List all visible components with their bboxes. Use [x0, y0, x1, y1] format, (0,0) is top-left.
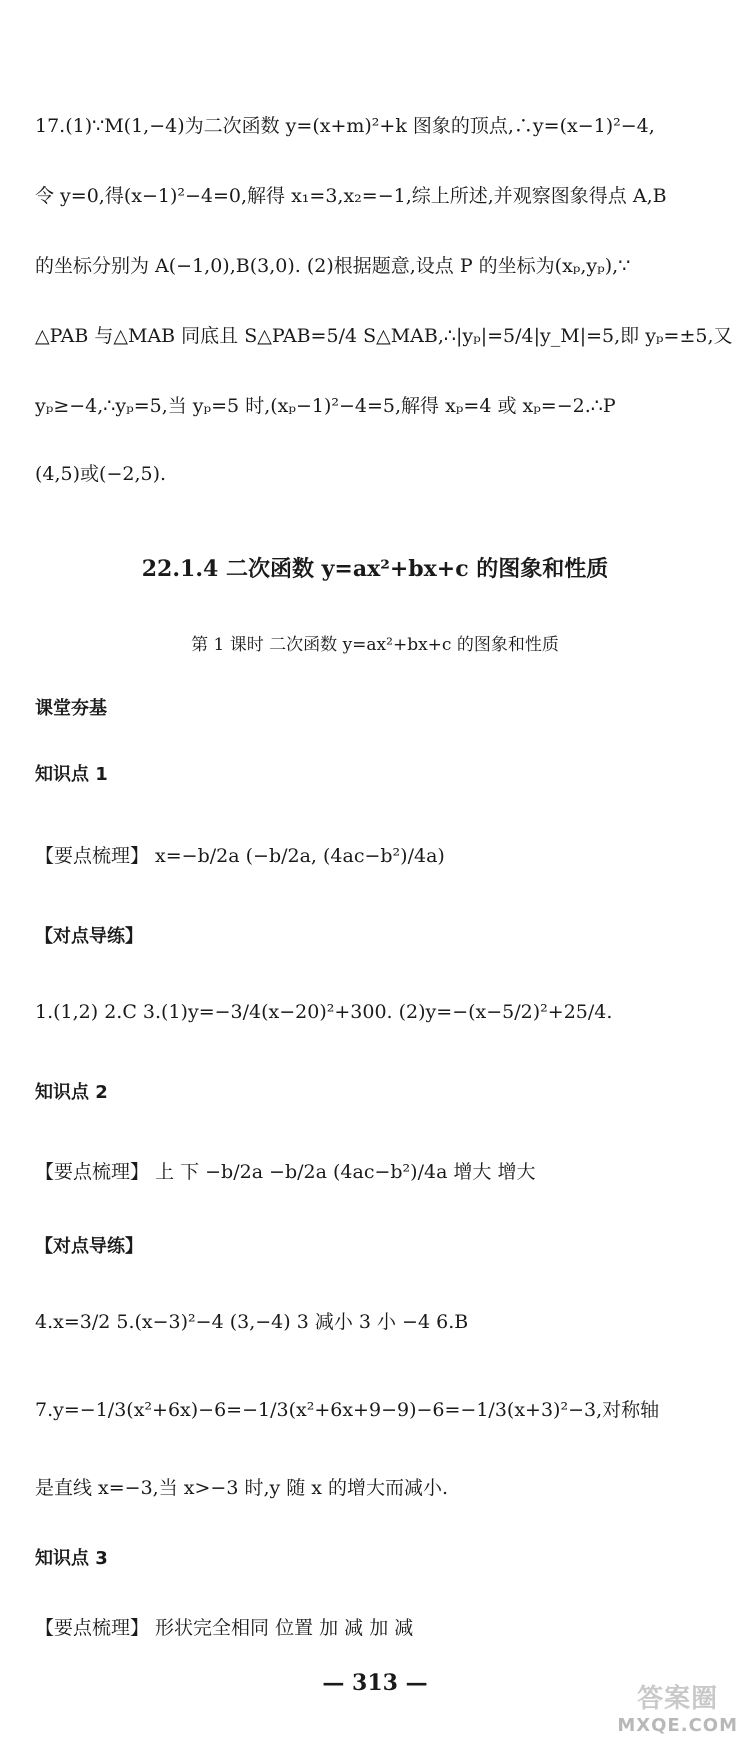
- heading-k1: 知识点 1: [35, 764, 108, 785]
- k1-answers: 1.(1,2) 2.C 3.(1)y=−3/4(x−20)²+300. (2)y=−(x−5/2)²+25/4.: [35, 1001, 613, 1023]
- heading-k2: 知识点 2: [35, 1082, 108, 1103]
- watermark-bottom: MXQE.COM: [617, 1715, 738, 1736]
- watermark-top: 答案圈: [637, 1684, 719, 1714]
- k2-answers: 4.x=3/2 5.(x−3)²−4 (3,−4) 3 减小 3 小 −4 6.B: [35, 1311, 469, 1333]
- k2-duidian: 【对点导练】: [35, 1236, 143, 1257]
- watermark: [617, 1678, 738, 1736]
- page-number: — 313 —: [322, 1670, 428, 1696]
- k2-q7a: 7.y=−1/3(x²+6x)−6=−1/3(x²+6x+9−9)−6=−1/3(x+3)²−3,对称轴: [35, 1399, 660, 1421]
- k3-yaodian: 【要点梳理】 形状完全相同 位置 加 减 加 减: [35, 1617, 414, 1639]
- section-subtitle: 第 1 课时 二次函数 y=ax²+bx+c 的图象和性质: [191, 635, 559, 655]
- line: 令 y=0,得(x−1)²−4=0,解得 x₁=3,x₂=−1,综上所述,并观察图象得点 A,B: [35, 185, 667, 207]
- k1-duidian: 【对点导练】: [35, 926, 143, 947]
- line: 的坐标分别为 A(−1,0),B(3,0). (2)根据题意,设点 P 的坐标为(xₚ,yₚ),∵: [35, 255, 631, 277]
- k2-q7b: 是直线 x=−3,当 x>−3 时,y 随 x 的增大而减小.: [35, 1477, 449, 1499]
- line: △PAB 与△MAB 同底且 S△PAB=5/4 S△MAB,∴|yₚ|=5/4|y_M|=5,即 yₚ=±5,又: [35, 325, 733, 347]
- heading-ketang: 课堂夯基: [35, 698, 107, 719]
- section-title: 22.1.4 二次函数 y=ax²+bx+c 的图象和性质: [141, 556, 609, 582]
- k1-yaodian: 【要点梳理】 x=−b/2a (−b/2a, (4ac−b²)/4a): [35, 845, 445, 867]
- line: (4,5)或(−2,5).: [35, 463, 167, 485]
- k2-yaodian: 【要点梳理】 上 下 −b/2a −b/2a (4ac−b²)/4a 增大 增大: [35, 1161, 536, 1183]
- line: 17.(1)∵M(1,−4)为二次函数 y=(x+m)²+k 图象的顶点,∴y=(x−1)²−4,: [35, 115, 655, 137]
- line: yₚ≥−4,∴yₚ=5,当 yₚ=5 时,(xₚ−1)²−4=5,解得 xₚ=4 或 xₚ=−2.∴P: [35, 395, 616, 417]
- heading-k3: 知识点 3: [35, 1548, 108, 1569]
